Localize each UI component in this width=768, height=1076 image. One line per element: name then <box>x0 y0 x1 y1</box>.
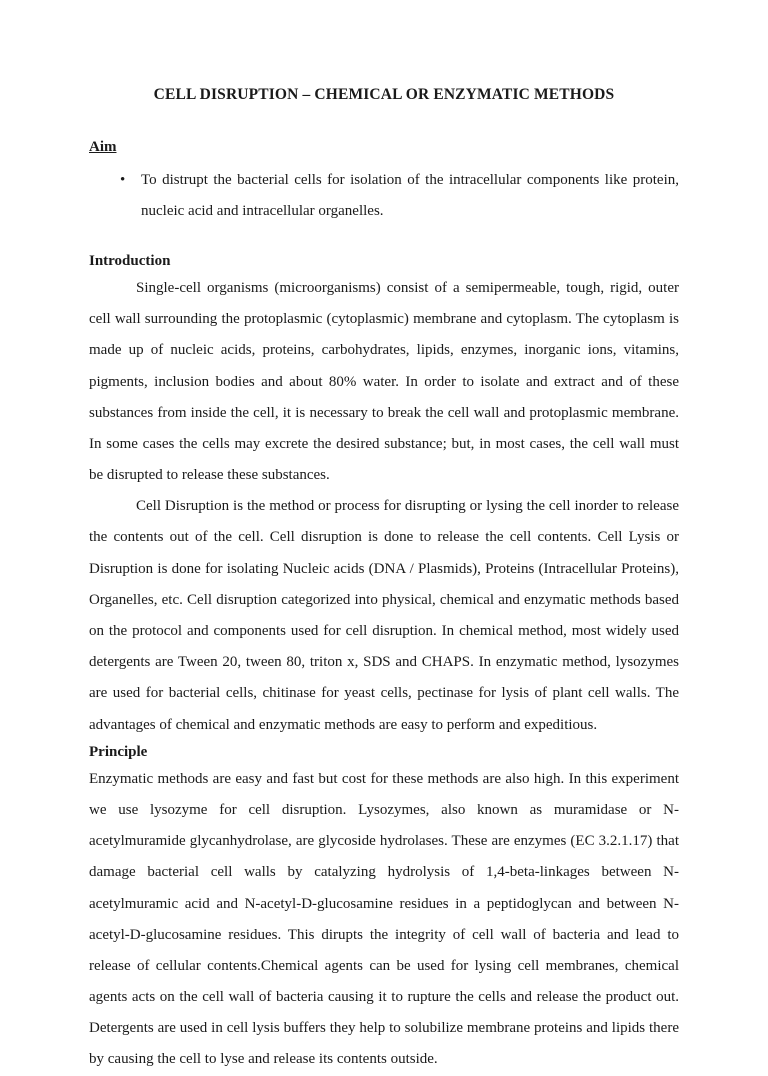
principle-paragraph-1: Enzymatic methods are easy and fast but cost for these methods are also high. In this experiment we use lysozyme for cell disruption. Lysozymes, also known as muramidase or N-acetylmuramide glycanhydrolase, are glycoside hydrolases. These are enzymes (EC 3.2.1.17) that damage bacterial cell walls by catalyzing hydrolysis of 1,4-beta-linkages between N-acetylmuramic acid and N-acetyl-D-glucosamine residues in a peptidoglycan and between N-acetyl-D-glucosamine residues. This dirupts the integrity of cell wall of bacteria and lead to release of cellular contents.Chemical agents can be used for lysing cell membranes, chemical agents acts on the cell wall of bacteria causing it to rupture the cells and release the product out. Detergents are used in cell lysis buffers they help to solubilize membrane proteins and lipids there by causing the cell to lyse and release its contents outside. <box>89 770 679 1068</box>
aim-bullet-text: To distrupt the bacterial cells for isolation of the intracellular components like protein, nucleic acid and intracellular organelles. <box>141 171 679 219</box>
section-heading-principle: Principle <box>89 743 148 760</box>
introduction-paragraph-2: Cell Disruption is the method or process for disrupting or lysing the cell inorder to release the contents out of the cell. Cell disruption is done to release the cell contents. Cell Lysis or Disruption is done for isolating Nucleic acids (DNA / Plasmids), Proteins (Intracellular Proteins), Organelles, etc. Cell disruption categorized into physical, chemical and enzymatic methods based on the protocol and components used for cell disruption. In chemical method, most widely used detergents are Tween 20, tween 80, triton x, SDS and CHAPS. In enzymatic method, lysozymes are used for bacterial cells, chitinase for yeast cells, pectinase for lysis of plant cell walls. The advantages of chemical and enzymatic methods are easy to perform and expeditious. <box>89 498 679 733</box>
bullet-point-icon: • <box>120 171 126 188</box>
list-item <box>89 165 679 227</box>
aim-bullet-list <box>89 165 679 227</box>
introduction-paragraph-1: Single-cell organisms (microorganisms) consist of a semipermeable, tough, rigid, outer cell wall surrounding the protoplasmic (cytoplasmic) membrane and cytoplasm. The cytoplasm is made up of nucleic acids, proteins, carbohydrates, lipids, enzymes, inorganic ions, vitamins, pigments, inclusion bodies and about 80% water. In order to isolate and extract and of these substances from inside the cell, it is necessary to break the cell wall and protoplasmic membrane. In some cases the cells may excrete the desired substance; but, in most cases, the cell wall must be disrupted to release these substances. <box>89 279 679 484</box>
section-heading-introduction: Introduction <box>89 252 171 269</box>
document-title: CELL DISRUPTION – CHEMICAL OR ENZYMATIC METHODS <box>153 86 615 103</box>
section-heading-aim: Aim <box>89 138 117 155</box>
spacer-before-introduction <box>89 227 679 252</box>
spacer-after-title <box>89 105 679 138</box>
